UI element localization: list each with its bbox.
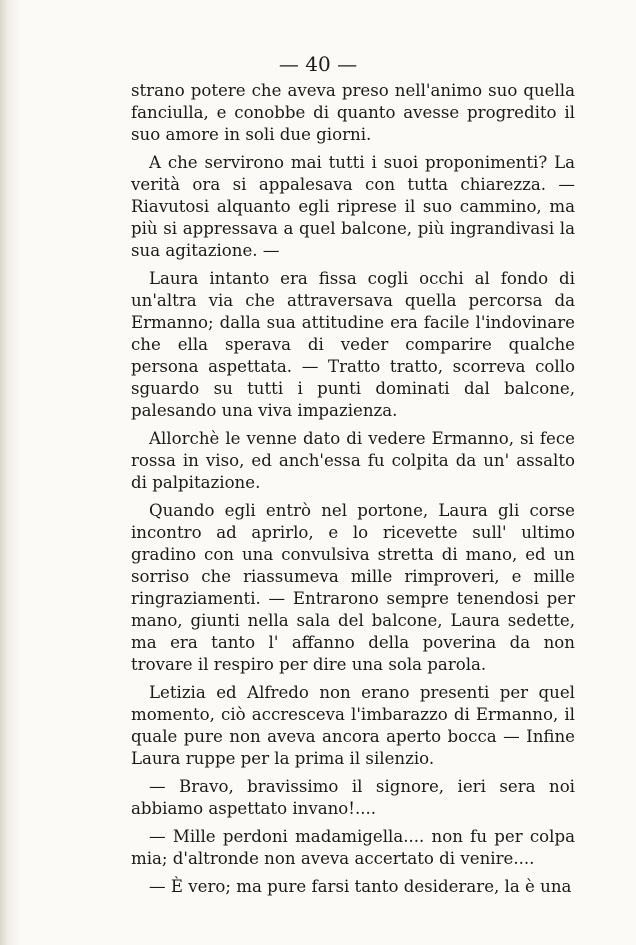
dialogue-line-1: — Bravo, bravissimo il signore, ieri sera noi abbiamo aspettato invano!.... <box>131 777 575 818</box>
paragraph-4: Allorchè le venne dato di vedere Ermanno, si fece rossa in viso, ed anch'essa fu colpita da un' assalto di palpitazione. <box>131 429 575 492</box>
paragraph-3: Laura intanto era fissa cogli occhi al fondo di un'altra via che attraversava quella percorsa da Ermanno; dalla sua attitudine era facile l'indovinare che ella sperava di veder comparire qualche persona aspettata. — Tratto tratto, scorreva collo sguardo su tutti i punti dominati dal balcone, palesando una viva impazienza. <box>131 269 575 420</box>
dialogue-line-3: — È vero; ma pure farsi tanto desiderare, la è una <box>149 877 572 896</box>
paragraph-5: Quando egli entrò nel portone, Laura gli corse incontro ad aprirlo, e lo ricevette sull' ultimo gradino con una convulsiva stretta di mano, ed un sorriso che riassumeva mille rimproveri, e mille ringraziamenti. — Entrarono sempre tenendosi per mano, giunti nella sala del balcone, Laura sedette, ma era tanto l' affanno della poverina da non trovare il respiro per dire una sola parola. <box>131 501 575 674</box>
text-body <box>131 80 575 904</box>
paragraph-6: Letizia ed Alfredo non erano presenti per quel momento, ciò accresceva l'imbarazzo di Ermanno, il quale pure non aveva ancora aperto bocca — Infine Laura ruppe per la prima il silenzio. <box>131 683 575 768</box>
paragraph-2: A che servirono mai tutti i suoi proponimenti? La verità ora si appalesava con tutta chiarezza. — Riavutosi alquanto egli riprese il suo cammino, ma più si appressava a quel balcone, più ingrandivasi la sua agitazione. — <box>131 153 575 260</box>
paragraph-1: strano potere che aveva preso nell'animo suo quella fanciulla, e conobbe di quanto avesse progredito il suo amore in soli due giorni. <box>131 81 575 144</box>
page-number: — 40 — <box>278 52 358 76</box>
dialogue-line-2: — Mille perdoni madamigella.... non fu per colpa mia; d'altronde non aveva accertato di venire.... <box>131 827 575 868</box>
